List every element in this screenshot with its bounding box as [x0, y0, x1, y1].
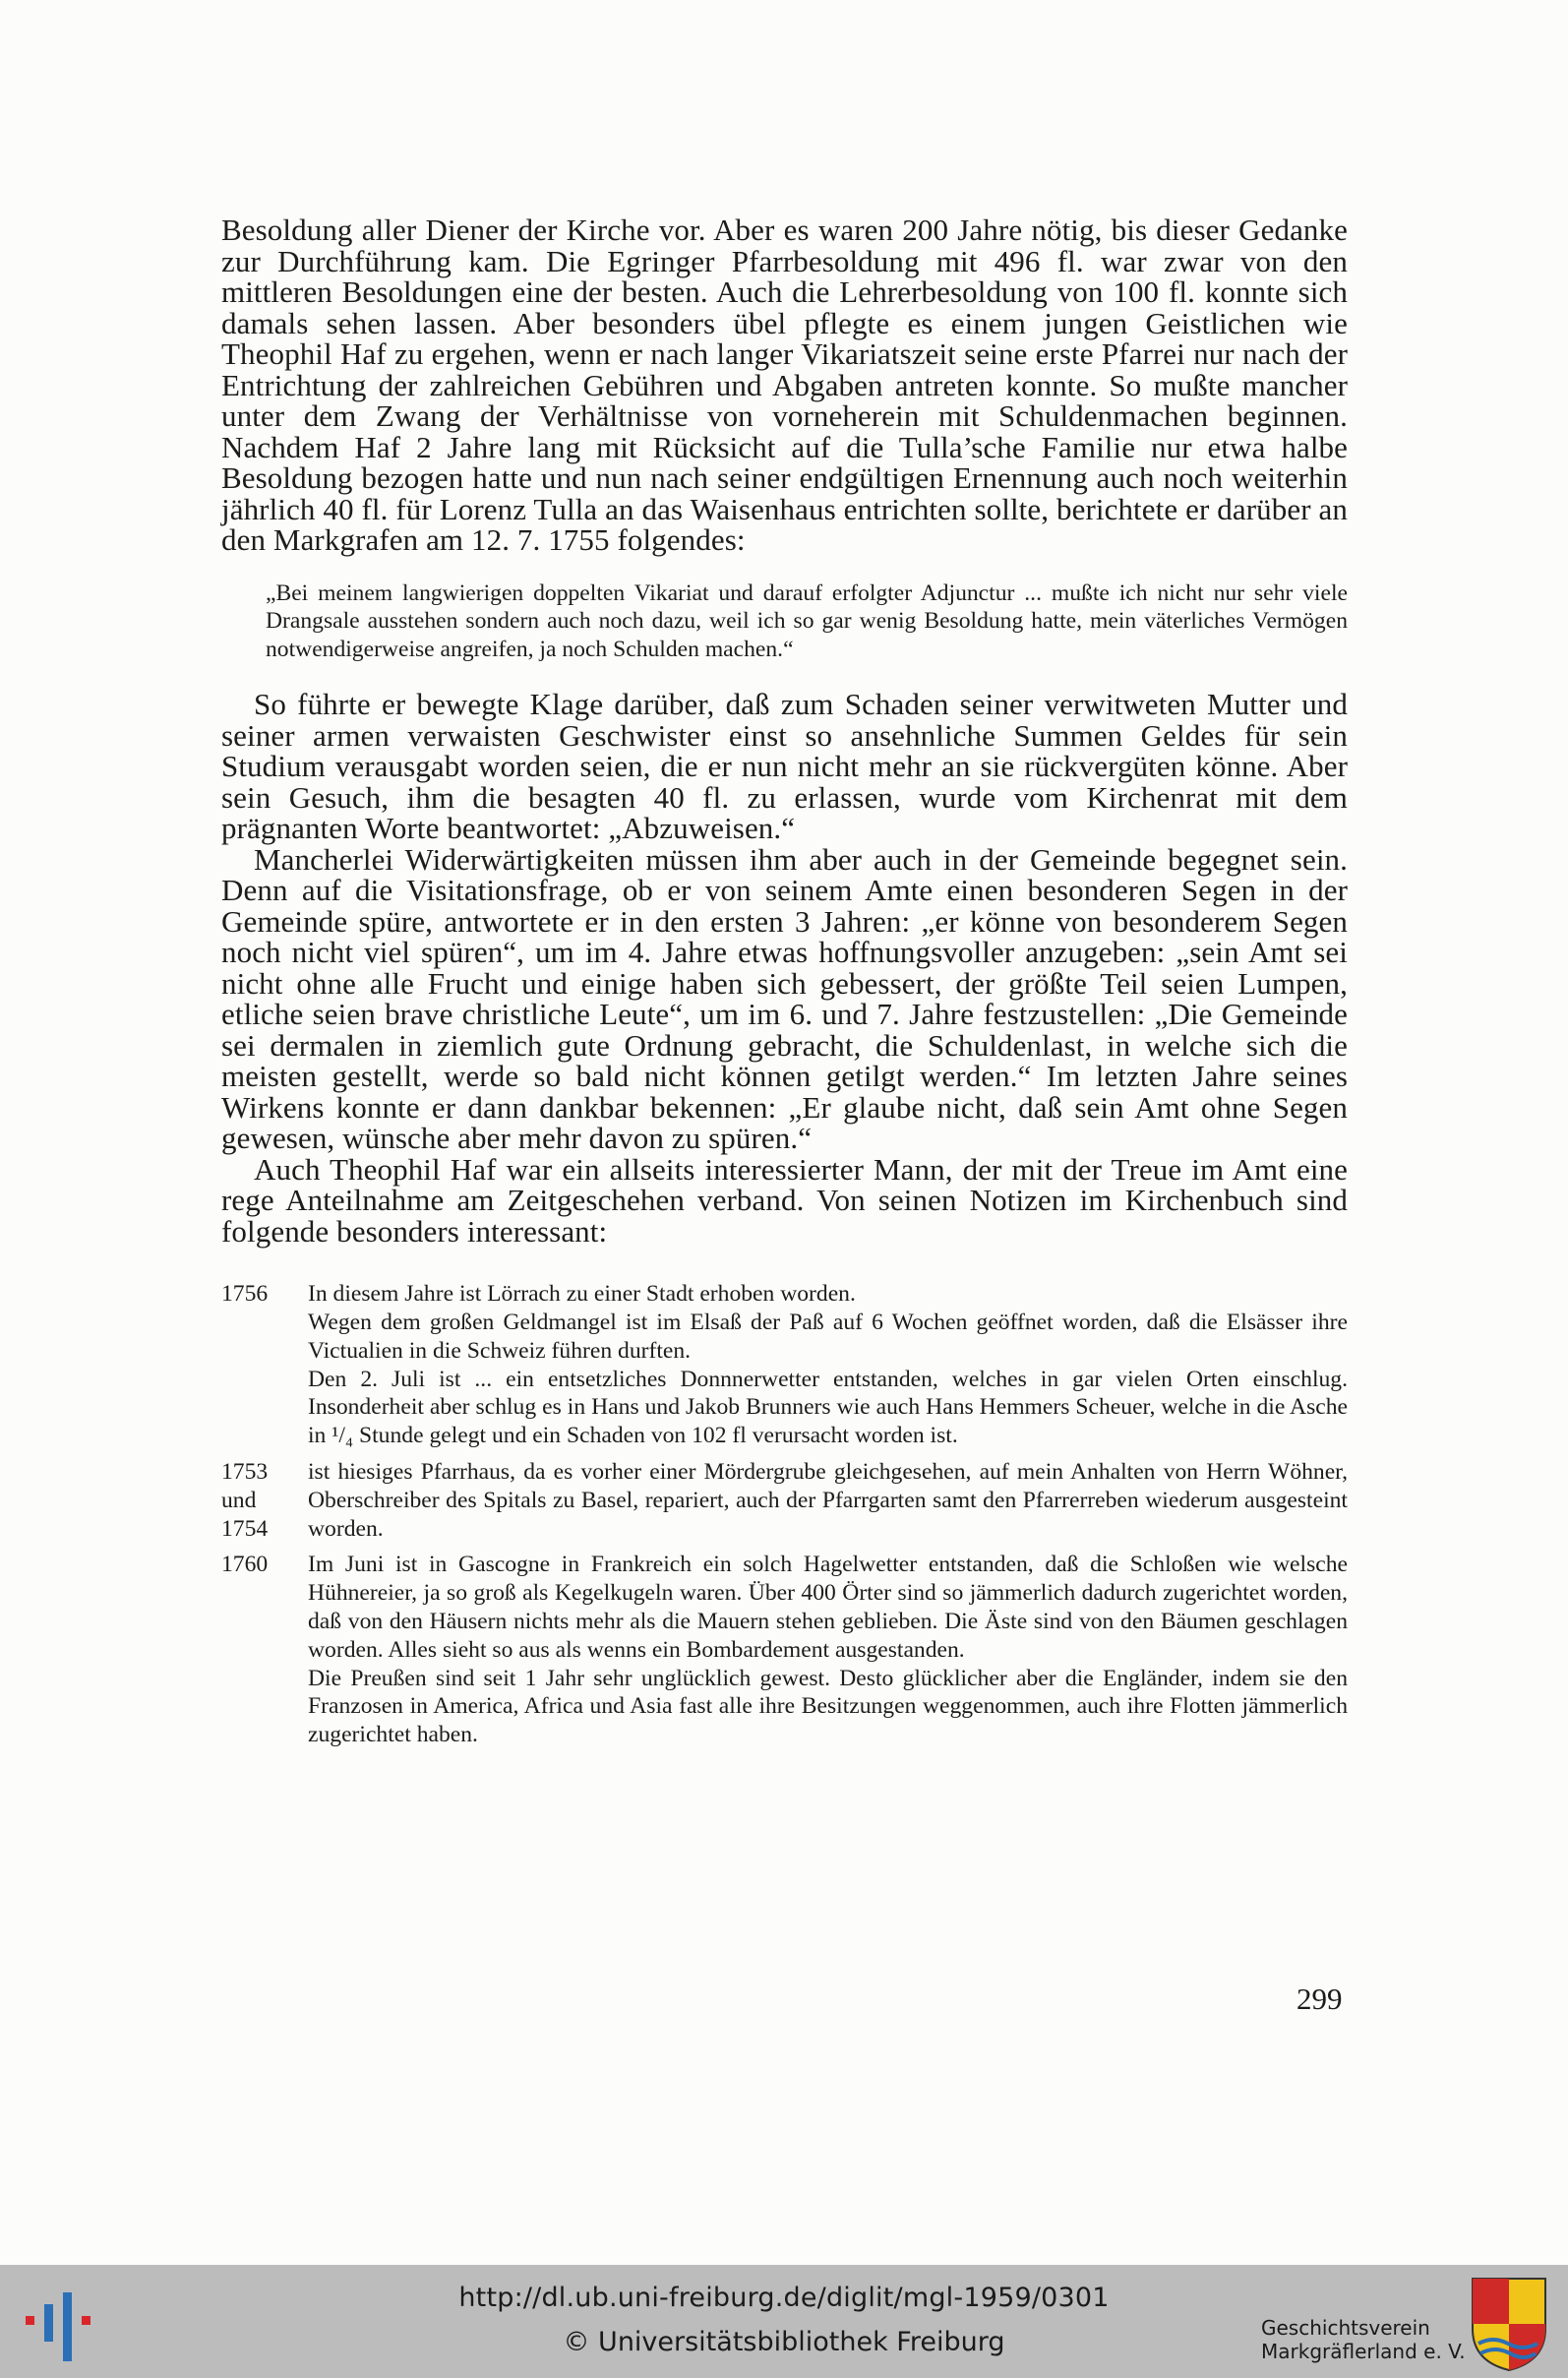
entry-line: Wegen dem großen Geldmangel ist im Elsaß der Paß auf 6 Wochen geöffnet worden, daß die Elsässer ihre Victualien in die Schweiz führen durften.	[308, 1310, 1348, 1364]
entry-year: 1760	[221, 1552, 269, 1578]
chronicle-entry	[221, 1280, 1348, 1450]
chronicle-entries	[221, 1280, 1348, 1749]
block-quote: „Bei meinem langwierigen doppelten Vikariat und darauf erfolgter Adjunctur ... mußte ich nicht nur sehr viele Drangsale ausstehen sondern auch noch dazu, weil ich so gar wenig Besoldung hatte, mein väterliches Vermögen notwendigerweise angreifen, ja noch Schulden machen.“	[266, 579, 1348, 662]
entry-year: 1753 und 1754	[221, 1459, 269, 1542]
entry-year: 1756	[221, 1281, 269, 1308]
footer-bar	[0, 2265, 1568, 2378]
entry-body	[308, 1458, 1348, 1543]
page-number: 299	[1297, 1982, 1343, 2016]
paragraph: So führte er bewegte Klage darüber, daß zum Schaden seiner verwitweten Mutter und seiner armen verwaisten Geschwister einst so ansehnliche Summen Geldes für sein Studium verausgabt worden seien, die er nun nicht mehr an sie rückvergüten könne. Aber sein Gesuch, ihm die besagten 40 fl. zu erlassen, wurde vom Kirchenrat mit dem prägnanten Worte beantwortet: „Abzuweisen.“	[221, 687, 1348, 846]
entry-line: Die Preußen sind seit 1 Jahr sehr unglücklich gewest. Desto glücklicher aber die Engländer, indem sie den Franzosen in America, Africa und Asia fast alle ihre Besitzungen weggenommen, auch ihre Flotten jämmerlich zugerichtet haben.	[308, 1665, 1348, 1748]
entry-body	[308, 1280, 1348, 1450]
society-name	[1261, 2316, 1466, 2363]
paragraph: Mancherlei Widerwärtigkeiten müssen ihm aber auch in der Gemeinde begegnet sein. Denn auf die Visitationsfrage, ob er von seinem Amte einen besonderen Segen in der Gemeinde spüre, antwortete er in den ersten 3 Jahren: „er könne von besonderem Segen noch nicht viel spüren“, um im 4. Jahre etwas hoffnungsvoller anzugeben: „sein Amt sei nicht ohne alle Frucht und einige haben sich gebessert, der größte Teil seien Lumpen, etliche seien brave christliche Leute“, um im 6. und 7. Jahre festzustellen: „Die Gemeinde sei dermalen in ziemlich gute Ordnung gebracht, die Schuldenlast, in welche sich die meisten gestellt, werde so bald nicht können getilgt werden.“ Im letzten Jahre seines Wirkens konnte er dann dankbar bekennen: „Er glaube nicht, daß sein Amt ohne Segen gewesen, wünsche aber mehr davon zu spüren.“	[221, 841, 1348, 1156]
society-line: Markgräflerland e. V.	[1261, 2340, 1466, 2363]
entry-line: Im Juni ist in Gascogne in Frankreich ein solch Hagelwetter entstanden, daß die Schloßen wie welsche Hühnereier, ja so groß als Kegelkugeln waren. Über 400 Örter sind so jämmerlich dadurch zugerichtet worden, daß von den Häusern nichts mehr als die Mauern stehen geblieben. Die Äste sind von den Bäumen geschlagen worden. Alles sieht so aus als wenns ein Bombardement ausgestanden.	[308, 1552, 1348, 1663]
entry-body	[308, 1551, 1348, 1749]
entry-line: In diesem Jahre ist Lörrach zu einer Stadt erhoben worden.	[308, 1281, 856, 1308]
copyright-text: © Universitätsbibliothek Freiburg	[563, 2327, 1005, 2357]
source-url-link[interactable]: http://dl.ub.uni-freiburg.de/diglit/mgl-1959/0301	[458, 2283, 1110, 2313]
coat-of-arms-icon	[1469, 2275, 1549, 2373]
paragraph: Besoldung aller Diener der Kirche vor. Aber es waren 200 Jahre nötig, bis dieser Gedanke zur Durchführung kam. Die Egringer Pfarrbesoldung mit 496 fl. war zwar von den mittleren Besoldungen eine der besten. Auch die Lehrerbesoldung von 100 fl. konnte sich damals sehen lassen. Aber besonders übel pflegte es einem jungen Geistlichen wie Theophil Haf zu ergehen, wenn er nach langer Vikariatszeit seine erste Pfarrei nur nach der Entrichtung der zahlreichen Gebühren und Abgaben antreten konnte. So mußte mancher unter dem Zwang der Verhältnisse von vorneherein mit Schuldenmachen beginnen. Nachdem Haf 2 Jahre lang mit Rücksicht auf die Tulla’sche Familie nur etwa halbe Besoldung bezogen hatte und nun nach seiner endgültigen Ernennung auch noch weiterhin jährlich 40 fl. für Lorenz Tulla an das Waisenhaus entrichten sollte, berichtete er darüber an den Markgrafen am 12. 7. 1755 folgendes:	[221, 213, 1348, 557]
chronicle-entry	[221, 1458, 1348, 1543]
chronicle-entry	[221, 1551, 1348, 1749]
entry-line: ist hiesiges Pfarrhaus, da es vorher einer Mördergrube gleichgesehen, auf mein Anhalten von Herrn Wöhner, Oberschreiber des Spitals zu Basel, repariert, auch der Pfarrgarten samt den Pfarrerreben wiederum ausgesteint worden.	[308, 1459, 1348, 1542]
page-text	[221, 214, 1348, 1757]
society-line: Geschichtsverein	[1261, 2316, 1430, 2340]
paragraph: Auch Theophil Haf war ein allseits interessierter Mann, der mit der Treue im Amt eine rege Anteilnahme am Zeitgeschehen verband. Von seinen Notizen im Kirchenbuch sind folgende besonders interessant:	[221, 1151, 1348, 1249]
entry-line: Den 2. Juli ist ... ein entsetzliches Donnnerwetter entstanden, welches in gar vielen Orten einschlug. Insonderheit aber schlug es in Hans und Jakob Brunners wie auch Hans Hemmers Scheuer, welche in die Asche in ¹/₄ Stunde gelegt und ein Schaden von 102 fl verursacht worden ist.	[308, 1366, 1348, 1449]
